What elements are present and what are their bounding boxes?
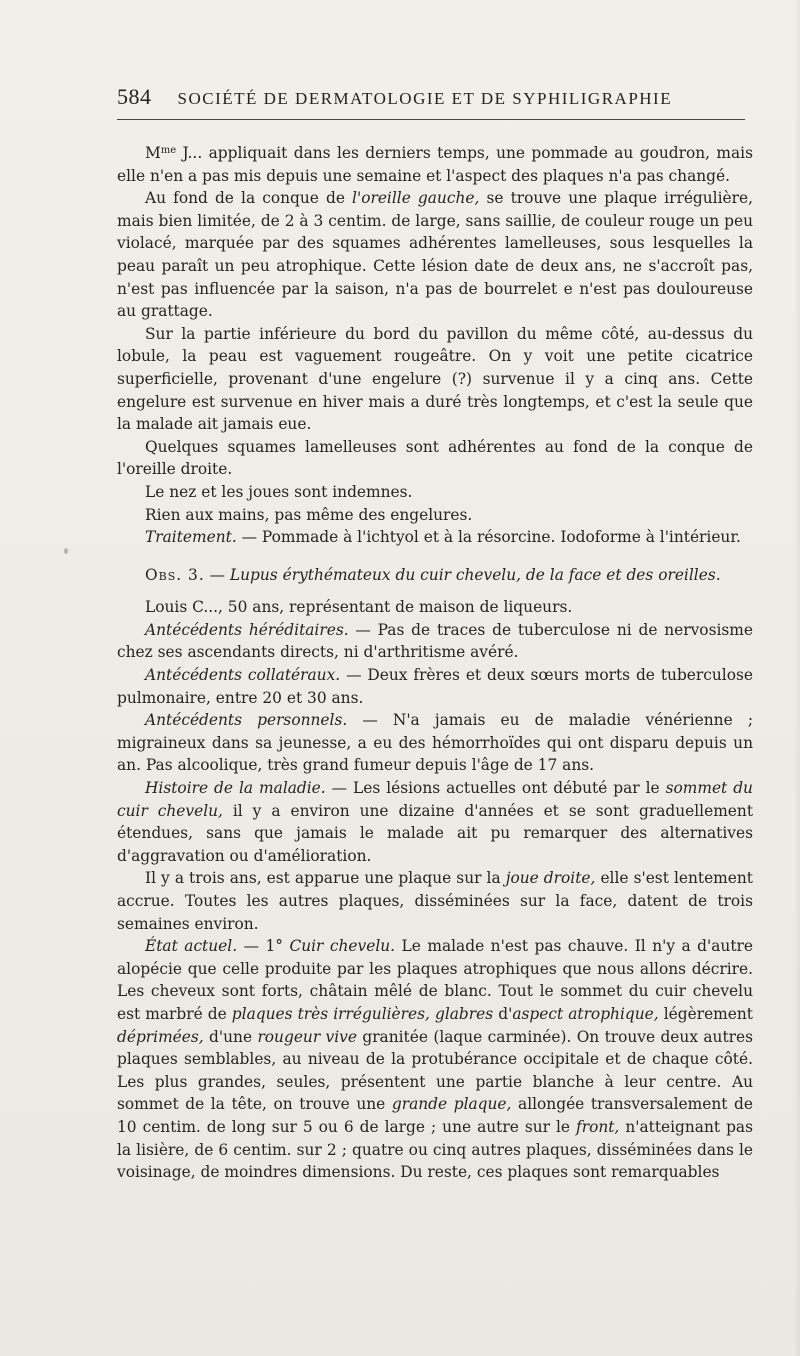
text-run: d'une [203, 1027, 258, 1046]
text-run: se trouve une plaque irrégulière, mais bien limitée, de 2 à 3 centim. de large, sans saillie, de couleur rouge un peu violacé, marquée par des squames adhérentes lamelleuses, sous lesquelles la peau paraît un peu atrophique. Cette lésion date de deux ans, ne s'accroît pas, n'est pas influencée par la saison, n'a pas de bourrelet e n'est pas douloureuse au grattage. [117, 189, 753, 321]
paragraph-5: Le nez et les joues sont indemnes. [145, 482, 413, 501]
paragraph-3: Sur la partie inférieure du bord du pavillon du même côté, au-dessus du lobule, la peau est vaguement rougeâtre. On y voit une petite cicatrice superficielle, provenant d'une engelure (?) survenue il y a cinq ans. Cette engelure est survenue en hiver mais a duré très longtemps, et c'est la seule que la malade ait jamais eue. [117, 324, 753, 434]
italic-run: grande plaque, [391, 1095, 512, 1114]
text-run: légèrement [658, 1004, 753, 1023]
header-rule [117, 119, 745, 120]
paragraph-7 [117, 526, 753, 549]
text-run: granitée (laque carminée). On trouve deux autres plaques semblables, au niveau de la protubérance occipitale et de chaque côté. Les plus grandes, seules, présentent une partie blanche à leur centre. Au sommet de la tête, on trouve une [117, 1027, 753, 1114]
italic-run: Histoire de la maladie. [145, 779, 326, 798]
page-number: 584 [117, 84, 152, 109]
text-run: — 1° [237, 937, 290, 956]
page-edge-shadow [794, 0, 800, 1356]
italic-run: l'oreille gauche, [352, 189, 480, 208]
text-run: — Pas de traces de tuberculose ni de nervosisme chez ses ascendants directs, ni d'arthritisme avéré. [117, 620, 753, 662]
observation-heading [117, 564, 753, 587]
text-run: allongée transversalement de 10 centim. de long sur 5 ou 6 de large ; une autre sur le [117, 1095, 753, 1136]
paragraph-8: Louis C..., 50 ans, représentant de maison de liqueurs. [145, 598, 573, 617]
italic-run: Traitement. [145, 528, 237, 547]
text-run: il y a environ une dizaine d'années et se sont graduellement étendues, sans que jamais le malade ait pu remarquer des alternatives d'aggravation ou d'amélioration. [117, 801, 754, 865]
text-run: — [204, 565, 230, 584]
italic-run: Antécédents collatéraux. [145, 666, 341, 685]
paragraph-4: Quelques squames lamelleuses sont adhérentes au fond de la conque de l'oreille droite. [117, 437, 753, 479]
observation-title: Lupus érythémateux du cuir chevelu, de la face et des oreilles. [229, 565, 721, 584]
text-run: n'atteignant pas la lisière, de 6 centim. sur 2 ; quatre ou cinq autres plaques, disséminées dans le voisinage, de moindres dimensions. Du reste, ces plaques sont remarquables [117, 1117, 753, 1182]
italic-run: rougeur vive [257, 1027, 357, 1046]
paragraph-6: Rien aux mains, pas même des engelures. [145, 505, 473, 524]
paragraph-9 [117, 619, 753, 664]
italic-run: joue droite, [505, 869, 596, 888]
title-abbrev: M [145, 144, 161, 162]
body-text [117, 140, 753, 1184]
italic-run: sommet du cuir chevelu, [117, 779, 753, 820]
italic-run: déprimées, [117, 1027, 204, 1046]
paragraph-11 [117, 709, 753, 777]
paragraph-10 [117, 664, 753, 709]
paragraph-12 [117, 777, 753, 867]
text-run: Il y a trois ans, est apparue une plaque sur la [145, 869, 506, 888]
italic-run: aspect atrophique, [512, 1004, 659, 1023]
italic-run: Cuir chevelu. [289, 937, 396, 956]
page-header [117, 84, 745, 112]
text-run: Au fond de la conque de [145, 189, 353, 208]
observation-label: Obs. 3. [145, 565, 205, 584]
title-abbrev-sup: me [160, 145, 177, 156]
text-run: elle s'est lentement accrue. Toutes les autres plaques, disséminées sur la face, datent de trois semaines environ. [117, 869, 753, 933]
paragraph-13 [117, 867, 753, 935]
italic-run: front, [576, 1117, 620, 1136]
paper-speck [64, 548, 68, 554]
text-run: d' [493, 1004, 513, 1023]
text-run: — Les lésions actuelles ont débuté par le [325, 779, 666, 798]
paragraph-1-text: J... appliquait dans les derniers temps, une pommade au goudron, mais elle n'en a pas mis depuis une semaine et l'aspect des plaques n'a pas changé. [117, 144, 753, 185]
text-run: Le malade n'est pas chauve. Il n'y a d'autre alopécie que celle produite par les plaques atrophiques que nous allons décrire. Les cheveux sont forts, châtain mêlé de blanc. Tout le sommet du cuir chevelu est marbré de [117, 937, 753, 1023]
italic-run: État actuel. [145, 937, 238, 956]
italic-run: plaques très irrégulières, glabres [231, 1004, 494, 1023]
paragraph-14 [117, 935, 753, 1184]
running-head: SOCIÉTÉ DE DERMATOLOGIE ET DE SYPHILIGRAPHIE [177, 89, 673, 108]
text-run: — Deux frères et deux sœurs morts de tuberculose pulmonaire, entre 20 et 30 ans. [117, 666, 753, 707]
italic-run: Antécédents héréditaires. [145, 620, 349, 639]
italic-run: Antécédents personnels. [145, 711, 348, 730]
text-run: — N'a jamais eu de maladie vénérienne ; migraineux dans sa jeunesse, a eu des hémorrhoïdes qui ont disparu depuis un an. Pas alcoolique, très grand fumeur depuis l'âge de 17 ans. [117, 711, 753, 775]
paragraph-2 [117, 187, 753, 323]
paragraph-1 [117, 140, 753, 187]
text-run: — Pommade à l'ichtyol et à la résorcine. Iodoforme à l'intérieur. [236, 528, 741, 547]
